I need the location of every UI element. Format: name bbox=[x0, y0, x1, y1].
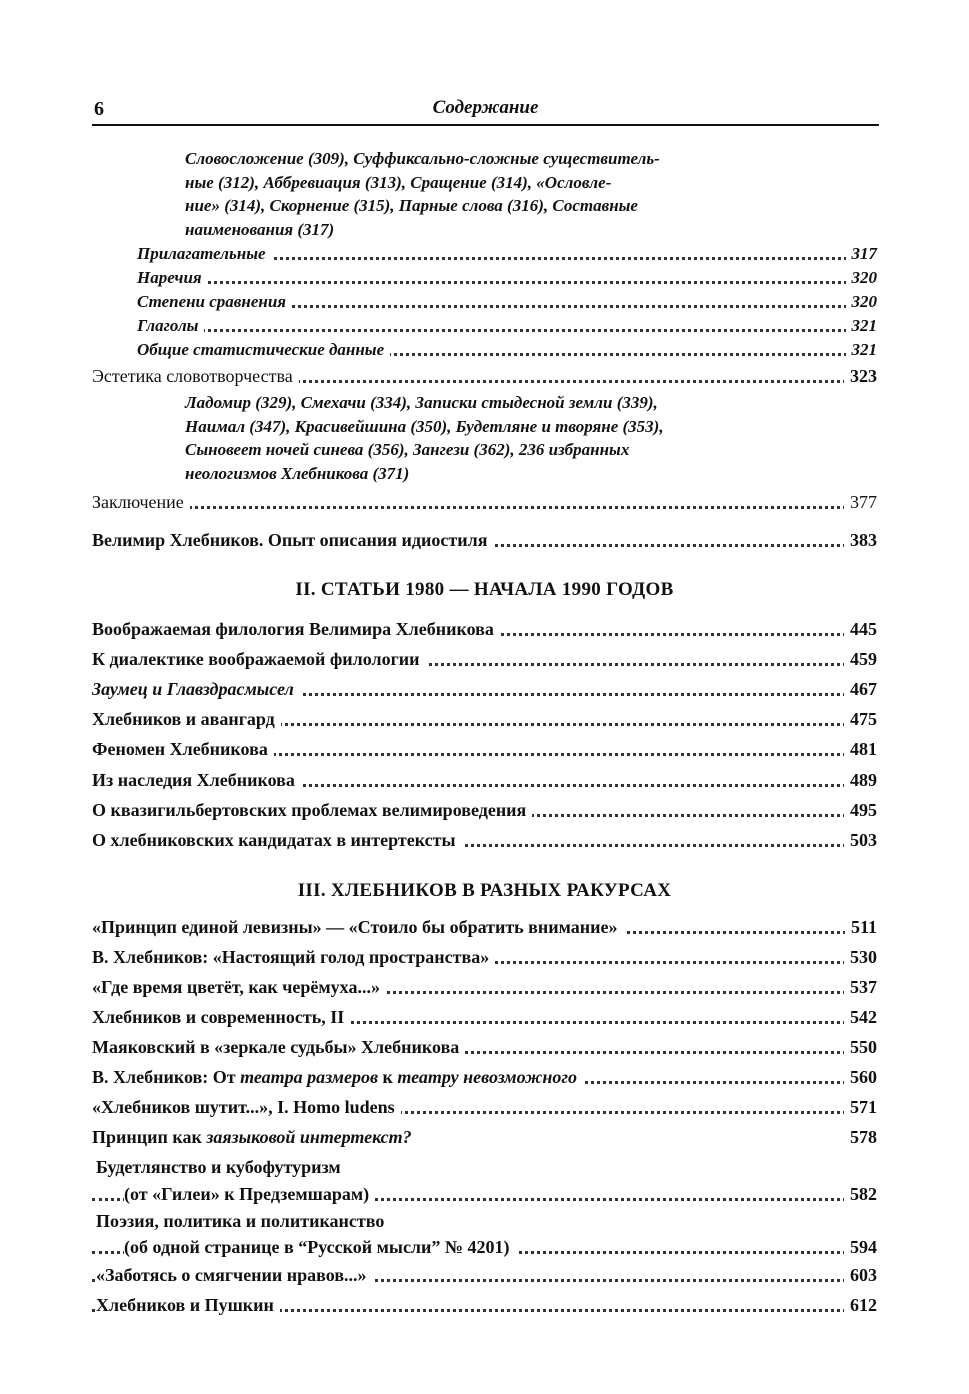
entry-page: 377 bbox=[844, 492, 877, 513]
title-italic-part: театру невозможного bbox=[397, 1067, 577, 1087]
sublist-line: Наимал (347), Красивейшина (350), Будетляне и творяне (353), bbox=[185, 416, 664, 436]
entry-page: 612 bbox=[844, 1295, 877, 1316]
toc-entry[interactable] bbox=[92, 800, 877, 824]
entry-page: 321 bbox=[846, 316, 878, 336]
toc-entry[interactable] bbox=[92, 1007, 877, 1031]
entry-title: Хлебников и Пушкин bbox=[96, 1295, 280, 1316]
toc-entry[interactable] bbox=[92, 917, 877, 941]
entry-page: 550 bbox=[844, 1037, 877, 1058]
toc-entry[interactable] bbox=[137, 291, 877, 315]
entry-page: 530 bbox=[844, 947, 877, 968]
entry-title: Хлебников и авангард bbox=[92, 709, 281, 730]
title-italic-part: заязыковой интертекст? bbox=[206, 1127, 412, 1147]
entry-title-line2: (об одной странице в “Русской мысли” № 4201) bbox=[124, 1237, 516, 1258]
toc-entry[interactable] bbox=[92, 947, 877, 971]
leader-dots bbox=[137, 329, 877, 332]
entry-title bbox=[92, 1127, 418, 1148]
toc-entry[interactable] bbox=[92, 709, 877, 733]
entry-title: Заключение bbox=[92, 492, 190, 513]
entry-title: В. Хлебников: «Настоящий голод пространства» bbox=[92, 947, 495, 968]
entry-page: 317 bbox=[846, 244, 878, 264]
entry-page: 481 bbox=[844, 739, 877, 760]
entry-title: «Принцип единой левизны» — «Стоило бы обратить внимание» bbox=[92, 917, 624, 938]
sublist-line: ние» (314), Скорнение (315), Парные слова (316), Составные bbox=[185, 196, 638, 215]
toc-entry[interactable] bbox=[92, 1037, 877, 1061]
word-formation-sublist bbox=[185, 147, 710, 241]
entry-page: 467 bbox=[844, 679, 877, 700]
toc-entry[interactable] bbox=[92, 649, 877, 673]
entry-title: Степени сравнения bbox=[137, 292, 292, 312]
entry-title bbox=[92, 1067, 583, 1088]
entry-title: «Где время цветёт, как черёмуха...» bbox=[92, 977, 386, 998]
entry-page: 475 bbox=[844, 709, 877, 730]
entry-title: Хлебников и современность, II bbox=[92, 1007, 350, 1028]
toc-entry[interactable] bbox=[92, 739, 877, 763]
entry-title: О квазигильбертовских проблемах велимироведения bbox=[92, 800, 532, 821]
entry-page: 571 bbox=[844, 1097, 877, 1118]
entry-page: 594 bbox=[844, 1237, 877, 1258]
entry-page: 320 bbox=[846, 268, 878, 288]
toc-entry[interactable] bbox=[137, 315, 877, 339]
toc-entry-idiostyle[interactable] bbox=[92, 530, 877, 554]
toc-entry[interactable] bbox=[92, 619, 877, 643]
entry-page: 542 bbox=[844, 1007, 877, 1028]
entry-page: 511 bbox=[845, 917, 877, 938]
leader-dots bbox=[137, 281, 877, 284]
toc-entry-two-line[interactable] bbox=[92, 1157, 877, 1211]
section-heading-2: II. СТАТЬИ 1980 — НАЧАЛА 1990 ГОДОВ bbox=[295, 579, 674, 600]
sublist-line: Ладомир (329), Смехачи (334), Записки стыдесной земли (339), bbox=[185, 393, 658, 412]
entry-page: 560 bbox=[844, 1067, 877, 1088]
sublist-line: Словосложение (309), Суффиксально-сложные существитель- bbox=[185, 149, 660, 168]
entry-page: 582 bbox=[844, 1184, 877, 1205]
entry-title: Воображаемая филология Велимира Хлебникова bbox=[92, 619, 500, 640]
entry-page: 503 bbox=[844, 830, 877, 851]
entry-title-line1: Поэзия, политика и политиканство bbox=[96, 1211, 385, 1231]
entry-title: Глаголы bbox=[137, 316, 204, 336]
entry-page: 603 bbox=[844, 1265, 877, 1286]
leader-dots bbox=[92, 506, 877, 509]
entry-title: Велимир Хлебников. Опыт описания идиостиля bbox=[92, 530, 493, 551]
title-part: Принцип как bbox=[92, 1127, 207, 1147]
running-title: Содержание bbox=[432, 97, 539, 118]
toc-entry[interactable] bbox=[92, 1265, 877, 1289]
entry-title: Наречия bbox=[137, 268, 208, 288]
entry-page: 445 bbox=[844, 619, 877, 640]
title-part: к bbox=[378, 1067, 398, 1087]
entry-page: 537 bbox=[844, 977, 877, 998]
toc-entry[interactable] bbox=[137, 339, 877, 363]
entry-line2-row bbox=[92, 1184, 877, 1208]
toc-entry[interactable] bbox=[92, 1097, 877, 1121]
entry-title: Заумец и Главздрасмысел bbox=[92, 679, 300, 700]
entry-title: «Заботясь о смягчении нравов...» bbox=[96, 1265, 373, 1286]
section-heading-3: III. ХЛЕБНИКОВ В РАЗНЫХ РАКУРСАХ bbox=[297, 880, 672, 901]
title-part: В. Хлебников: От bbox=[92, 1067, 241, 1087]
entry-title-line2: (от «Гилеи» к Предземшарам) bbox=[124, 1184, 375, 1205]
toc-entry[interactable] bbox=[92, 1067, 877, 1091]
title-italic-part: театра размеров bbox=[240, 1067, 379, 1087]
entry-page: 323 bbox=[844, 366, 877, 387]
entry-title: «Хлебников шутит...», I. Homo ludens bbox=[92, 1097, 401, 1118]
entry-page: 578 bbox=[844, 1127, 877, 1148]
entry-title: Феномен Хлебникова bbox=[92, 739, 274, 760]
toc-entry[interactable] bbox=[92, 977, 877, 1001]
sublist-line: Сыновеет ночей синева (356), Зангези (362), 236 избранных bbox=[185, 440, 630, 459]
page-header bbox=[92, 96, 879, 126]
entry-title: Маяковский в «зеркале судьбы» Хлебникова bbox=[92, 1037, 465, 1058]
toc-entry-conclusion[interactable] bbox=[92, 492, 877, 516]
toc-entry[interactable] bbox=[92, 1127, 877, 1151]
entry-title: Прилагательные bbox=[137, 244, 272, 264]
entry-title: Общие статистические данные bbox=[137, 340, 390, 360]
toc-entry[interactable] bbox=[137, 243, 877, 267]
sublist-line: наименования (317) bbox=[185, 219, 335, 239]
entry-page: 321 bbox=[846, 340, 878, 360]
sublist-line: неологизмов Хлебникова (371) bbox=[185, 463, 410, 483]
entry-title: Эстетика словотворчества bbox=[92, 366, 299, 387]
entry-title: Из наследия Хлебникова bbox=[92, 770, 301, 791]
entry-title-line1: Будетлянство и кубофутуризм bbox=[96, 1157, 341, 1177]
toc-entry[interactable] bbox=[92, 830, 877, 854]
aesthetics-sublist bbox=[185, 391, 710, 485]
entry-title: О хлебниковских кандидатах в интертексты bbox=[92, 830, 462, 851]
page-number: 6 bbox=[94, 98, 104, 120]
entry-page: 320 bbox=[846, 292, 878, 312]
toc-entry[interactable] bbox=[137, 267, 877, 291]
toc-entry[interactable] bbox=[92, 770, 877, 794]
toc-entry-aesthetics[interactable] bbox=[92, 366, 877, 390]
toc-entry-two-line[interactable] bbox=[92, 1211, 877, 1265]
toc-entry[interactable] bbox=[92, 679, 877, 703]
entry-page: 495 bbox=[844, 800, 877, 821]
toc-entry[interactable] bbox=[92, 1295, 877, 1319]
entry-title: К диалектике воображаемой филологии bbox=[92, 649, 426, 670]
sublist-line: ные (312), Аббревиация (313), Сращение (314), «Ословле- bbox=[185, 172, 612, 192]
entry-page: 489 bbox=[844, 770, 877, 791]
entry-line2-row bbox=[92, 1237, 877, 1261]
entry-page: 383 bbox=[844, 530, 877, 551]
entry-page: 459 bbox=[844, 649, 877, 670]
